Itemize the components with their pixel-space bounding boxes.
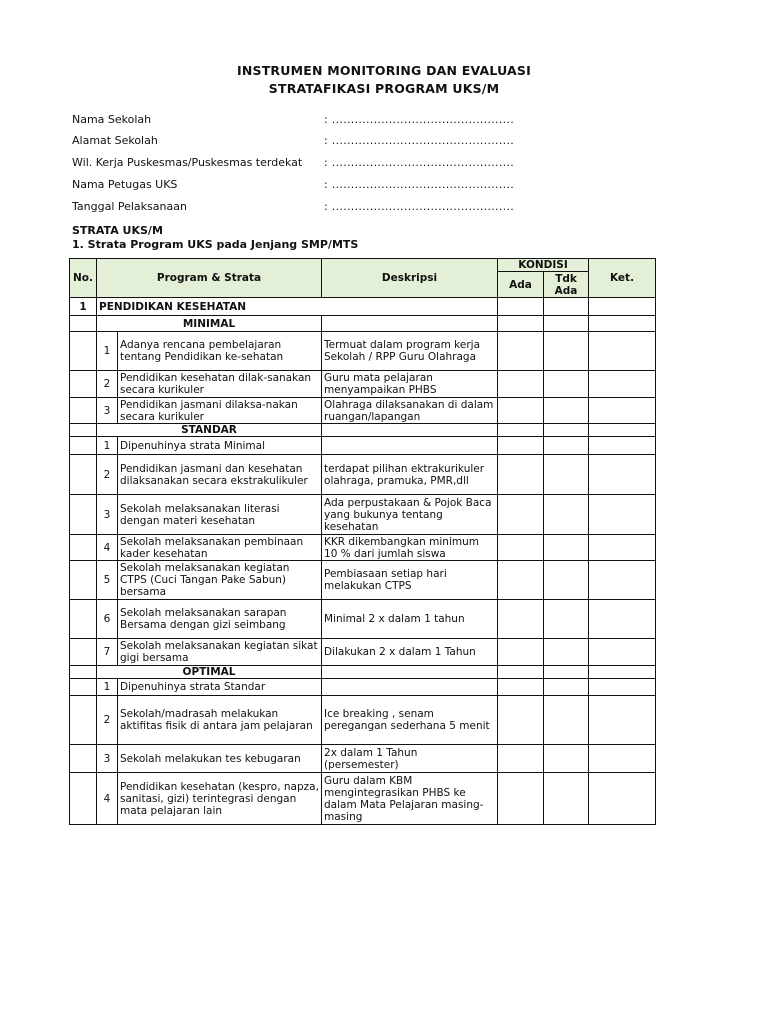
- item-description: KKR dikembangkan minimum 10 % dari jumlah siswa: [322, 535, 498, 561]
- item-program: Pendidikan kesehatan dilak-sanakan secara kurikuler: [118, 371, 322, 398]
- section-subtitle: 1. Strata Program UKS pada Jenjang SMP/MTS: [72, 238, 359, 251]
- blank-cell: [70, 398, 97, 424]
- ket-cell: [589, 437, 656, 455]
- item-number: 5: [97, 561, 118, 600]
- header-kondisi: KONDISI: [498, 259, 589, 272]
- ket-cell: [589, 696, 656, 745]
- item-description: Pembiasaan setiap hari melakukan CTPS: [322, 561, 498, 600]
- strata-table: [69, 258, 656, 825]
- check-cell: [544, 600, 589, 639]
- form-field-tanggal: [72, 200, 552, 216]
- ket-cell: [589, 298, 656, 316]
- field-label: Alamat Sekolah: [72, 134, 158, 147]
- check-cell: [498, 696, 544, 745]
- item-program: Sekolah melaksanakan sarapan Bersama dengan gizi seimbang: [118, 600, 322, 639]
- header-ket: Ket.: [589, 259, 656, 298]
- item-program: Dipenuhinya strata Minimal: [118, 437, 322, 455]
- blank-cell: [322, 666, 498, 679]
- ket-cell: [589, 773, 656, 825]
- check-cell: [544, 332, 589, 371]
- check-cell: [544, 535, 589, 561]
- item-number: 3: [97, 398, 118, 424]
- item-number: 2: [97, 371, 118, 398]
- table-row: [70, 696, 656, 745]
- item-description: Minimal 2 x dalam 1 tahun: [322, 600, 498, 639]
- table-row: [70, 639, 656, 666]
- field-label: Nama Petugas UKS: [72, 178, 178, 191]
- field-value: : ................................................: [324, 113, 515, 126]
- header-no: No.: [70, 259, 97, 298]
- check-cell: [498, 495, 544, 535]
- check-cell: [544, 298, 589, 316]
- ket-cell: [589, 455, 656, 495]
- ket-cell: [589, 600, 656, 639]
- item-description: [322, 437, 498, 455]
- item-number: 4: [97, 535, 118, 561]
- check-cell: [544, 371, 589, 398]
- table-row: [70, 679, 656, 696]
- ket-cell: [589, 332, 656, 371]
- field-label: Wil. Kerja Puskesmas/Puskesmas terdekat: [72, 156, 303, 169]
- item-description: Olahraga dilaksanakan di dalam ruangan/lapangan: [322, 398, 498, 424]
- check-cell: [498, 455, 544, 495]
- check-cell: [498, 561, 544, 600]
- strata-row-optimal: [70, 666, 656, 679]
- table-row: [70, 437, 656, 455]
- ket-cell: [589, 561, 656, 600]
- item-program: Sekolah melaksanakan pembinaan kader kesehatan: [118, 535, 322, 561]
- check-cell: [498, 639, 544, 666]
- check-cell: [544, 398, 589, 424]
- item-program: Sekolah melaksanakan literasi dengan materi kesehatan: [118, 495, 322, 535]
- table-row: [70, 561, 656, 600]
- item-description: Dilakukan 2 x dalam 1 Tahun: [322, 639, 498, 666]
- header-program: Program & Strata: [97, 259, 322, 298]
- field-value: : ................................................: [324, 200, 515, 213]
- section-title: STRATA UKS/M: [72, 224, 163, 237]
- check-cell: [544, 561, 589, 600]
- group-label: PENDIDIKAN KESEHATAN: [97, 298, 498, 316]
- blank-cell: [70, 455, 97, 495]
- ket-cell: [589, 424, 656, 437]
- table-row-group: [70, 298, 656, 316]
- strata-label: MINIMAL: [97, 316, 322, 332]
- form-field-nama-sekolah: [72, 113, 552, 129]
- item-description: terdapat pilihan ektrakurikuler olahraga, pramuka, PMR,dll: [322, 455, 498, 495]
- blank-cell: [70, 696, 97, 745]
- check-cell: [544, 666, 589, 679]
- table-row: [70, 398, 656, 424]
- blank-cell: [70, 600, 97, 639]
- item-program: Adanya rencana pembelajaran tentang Pendidikan ke-sehatan: [118, 332, 322, 371]
- check-cell: [498, 679, 544, 696]
- check-cell: [544, 424, 589, 437]
- blank-cell: [70, 332, 97, 371]
- blank-cell: [70, 639, 97, 666]
- table-row: [70, 773, 656, 825]
- field-value: : ................................................: [324, 178, 515, 191]
- item-description: Guru mata pelajaran menyampaikan PHBS: [322, 371, 498, 398]
- table-row: [70, 332, 656, 371]
- header-deskripsi: Deskripsi: [322, 259, 498, 298]
- table-row: [70, 455, 656, 495]
- item-program: Pendidikan jasmani dilaksa-nakan secara kurikuler: [118, 398, 322, 424]
- blank-cell: [70, 535, 97, 561]
- blank-cell: [70, 679, 97, 696]
- blank-cell: [322, 316, 498, 332]
- blank-cell: [322, 424, 498, 437]
- blank-cell: [70, 745, 97, 773]
- table-row: [70, 535, 656, 561]
- blank-cell: [70, 437, 97, 455]
- header-tdk-ada: Tdk Ada: [544, 272, 589, 298]
- table-row: [70, 745, 656, 773]
- ket-cell: [589, 371, 656, 398]
- strata-label: OPTIMAL: [97, 666, 322, 679]
- table-row: [70, 495, 656, 535]
- page-title: INSTRUMEN MONITORING DAN EVALUASI: [236, 63, 531, 78]
- item-description: Ada perpustakaan & Pojok Baca yang bukunya tentang kesehatan: [322, 495, 498, 535]
- page-subtitle: STRATAFIKASI PROGRAM UKS/M: [268, 81, 500, 96]
- item-number: 1: [97, 332, 118, 371]
- ket-cell: [589, 535, 656, 561]
- item-description: [322, 679, 498, 696]
- blank-cell: [70, 424, 97, 437]
- check-cell: [498, 332, 544, 371]
- blank-cell: [70, 773, 97, 825]
- blank-cell: [70, 666, 97, 679]
- check-cell: [544, 696, 589, 745]
- check-cell: [498, 424, 544, 437]
- strata-label: STANDAR: [97, 424, 322, 437]
- check-cell: [498, 298, 544, 316]
- form-field-nama-petugas: [72, 178, 552, 194]
- field-label: Nama Sekolah: [72, 113, 152, 126]
- blank-cell: [70, 316, 97, 332]
- item-number: 3: [97, 495, 118, 535]
- item-program: Pendidikan jasmani dan kesehatan dilaksanakan secara ekstrakulikuler: [118, 455, 322, 495]
- item-number: 6: [97, 600, 118, 639]
- item-number: 2: [97, 455, 118, 495]
- ket-cell: [589, 316, 656, 332]
- item-number: 3: [97, 745, 118, 773]
- item-description: Termuat dalam program kerja Sekolah / RPP Guru Olahraga: [322, 332, 498, 371]
- check-cell: [498, 398, 544, 424]
- check-cell: [498, 316, 544, 332]
- blank-cell: [70, 371, 97, 398]
- item-program: Pendidikan kesehatan (kespro, napza, sanitasi, gizi) terintegrasi dengan mata pelajaran lain: [118, 773, 322, 825]
- field-value: : ................................................: [324, 134, 515, 147]
- ket-cell: [589, 495, 656, 535]
- check-cell: [544, 437, 589, 455]
- check-cell: [544, 455, 589, 495]
- item-number: 7: [97, 639, 118, 666]
- check-cell: [498, 371, 544, 398]
- item-program: Sekolah/madrasah melakukan aktifitas fisik di antara jam pelajaran: [118, 696, 322, 745]
- check-cell: [498, 600, 544, 639]
- field-label: Tanggal Pelaksanaan: [72, 200, 187, 213]
- check-cell: [498, 535, 544, 561]
- strata-row-standar: [70, 424, 656, 437]
- check-cell: [544, 495, 589, 535]
- blank-cell: [70, 495, 97, 535]
- ket-cell: [589, 679, 656, 696]
- form-field-alamat-sekolah: [72, 134, 552, 150]
- item-program: Sekolah melaksanakan kegiatan CTPS (Cuci Tangan Pake Sabun) bersama: [118, 561, 322, 600]
- form-field-wil-kerja: [72, 156, 552, 172]
- item-number: 1: [97, 437, 118, 455]
- ket-cell: [589, 398, 656, 424]
- item-program: Sekolah melakukan tes kebugaran: [118, 745, 322, 773]
- check-cell: [498, 745, 544, 773]
- check-cell: [544, 679, 589, 696]
- item-description: Guru dalam KBM mengintegrasikan PHBS ke dalam Mata Pelajaran masing-masing: [322, 773, 498, 825]
- table-row: [70, 600, 656, 639]
- check-cell: [544, 745, 589, 773]
- item-number: 2: [97, 696, 118, 745]
- item-program: Dipenuhinya strata Standar: [118, 679, 322, 696]
- item-number: 1: [97, 679, 118, 696]
- header-ada: Ada: [498, 272, 544, 298]
- ket-cell: [589, 639, 656, 666]
- check-cell: [544, 639, 589, 666]
- item-description: 2x dalam 1 Tahun (persemester): [322, 745, 498, 773]
- strata-row-minimal: [70, 316, 656, 332]
- group-number: 1: [70, 298, 97, 316]
- item-program: Sekolah melaksanakan kegiatan sikat gigi bersama: [118, 639, 322, 666]
- check-cell: [544, 316, 589, 332]
- item-number: 4: [97, 773, 118, 825]
- blank-cell: [70, 561, 97, 600]
- field-value: : ................................................: [324, 156, 515, 169]
- item-description: Ice breaking , senam peregangan sederhana 5 menit: [322, 696, 498, 745]
- ket-cell: [589, 745, 656, 773]
- table-row: [70, 371, 656, 398]
- check-cell: [544, 773, 589, 825]
- check-cell: [498, 666, 544, 679]
- ket-cell: [589, 666, 656, 679]
- check-cell: [498, 437, 544, 455]
- check-cell: [498, 773, 544, 825]
